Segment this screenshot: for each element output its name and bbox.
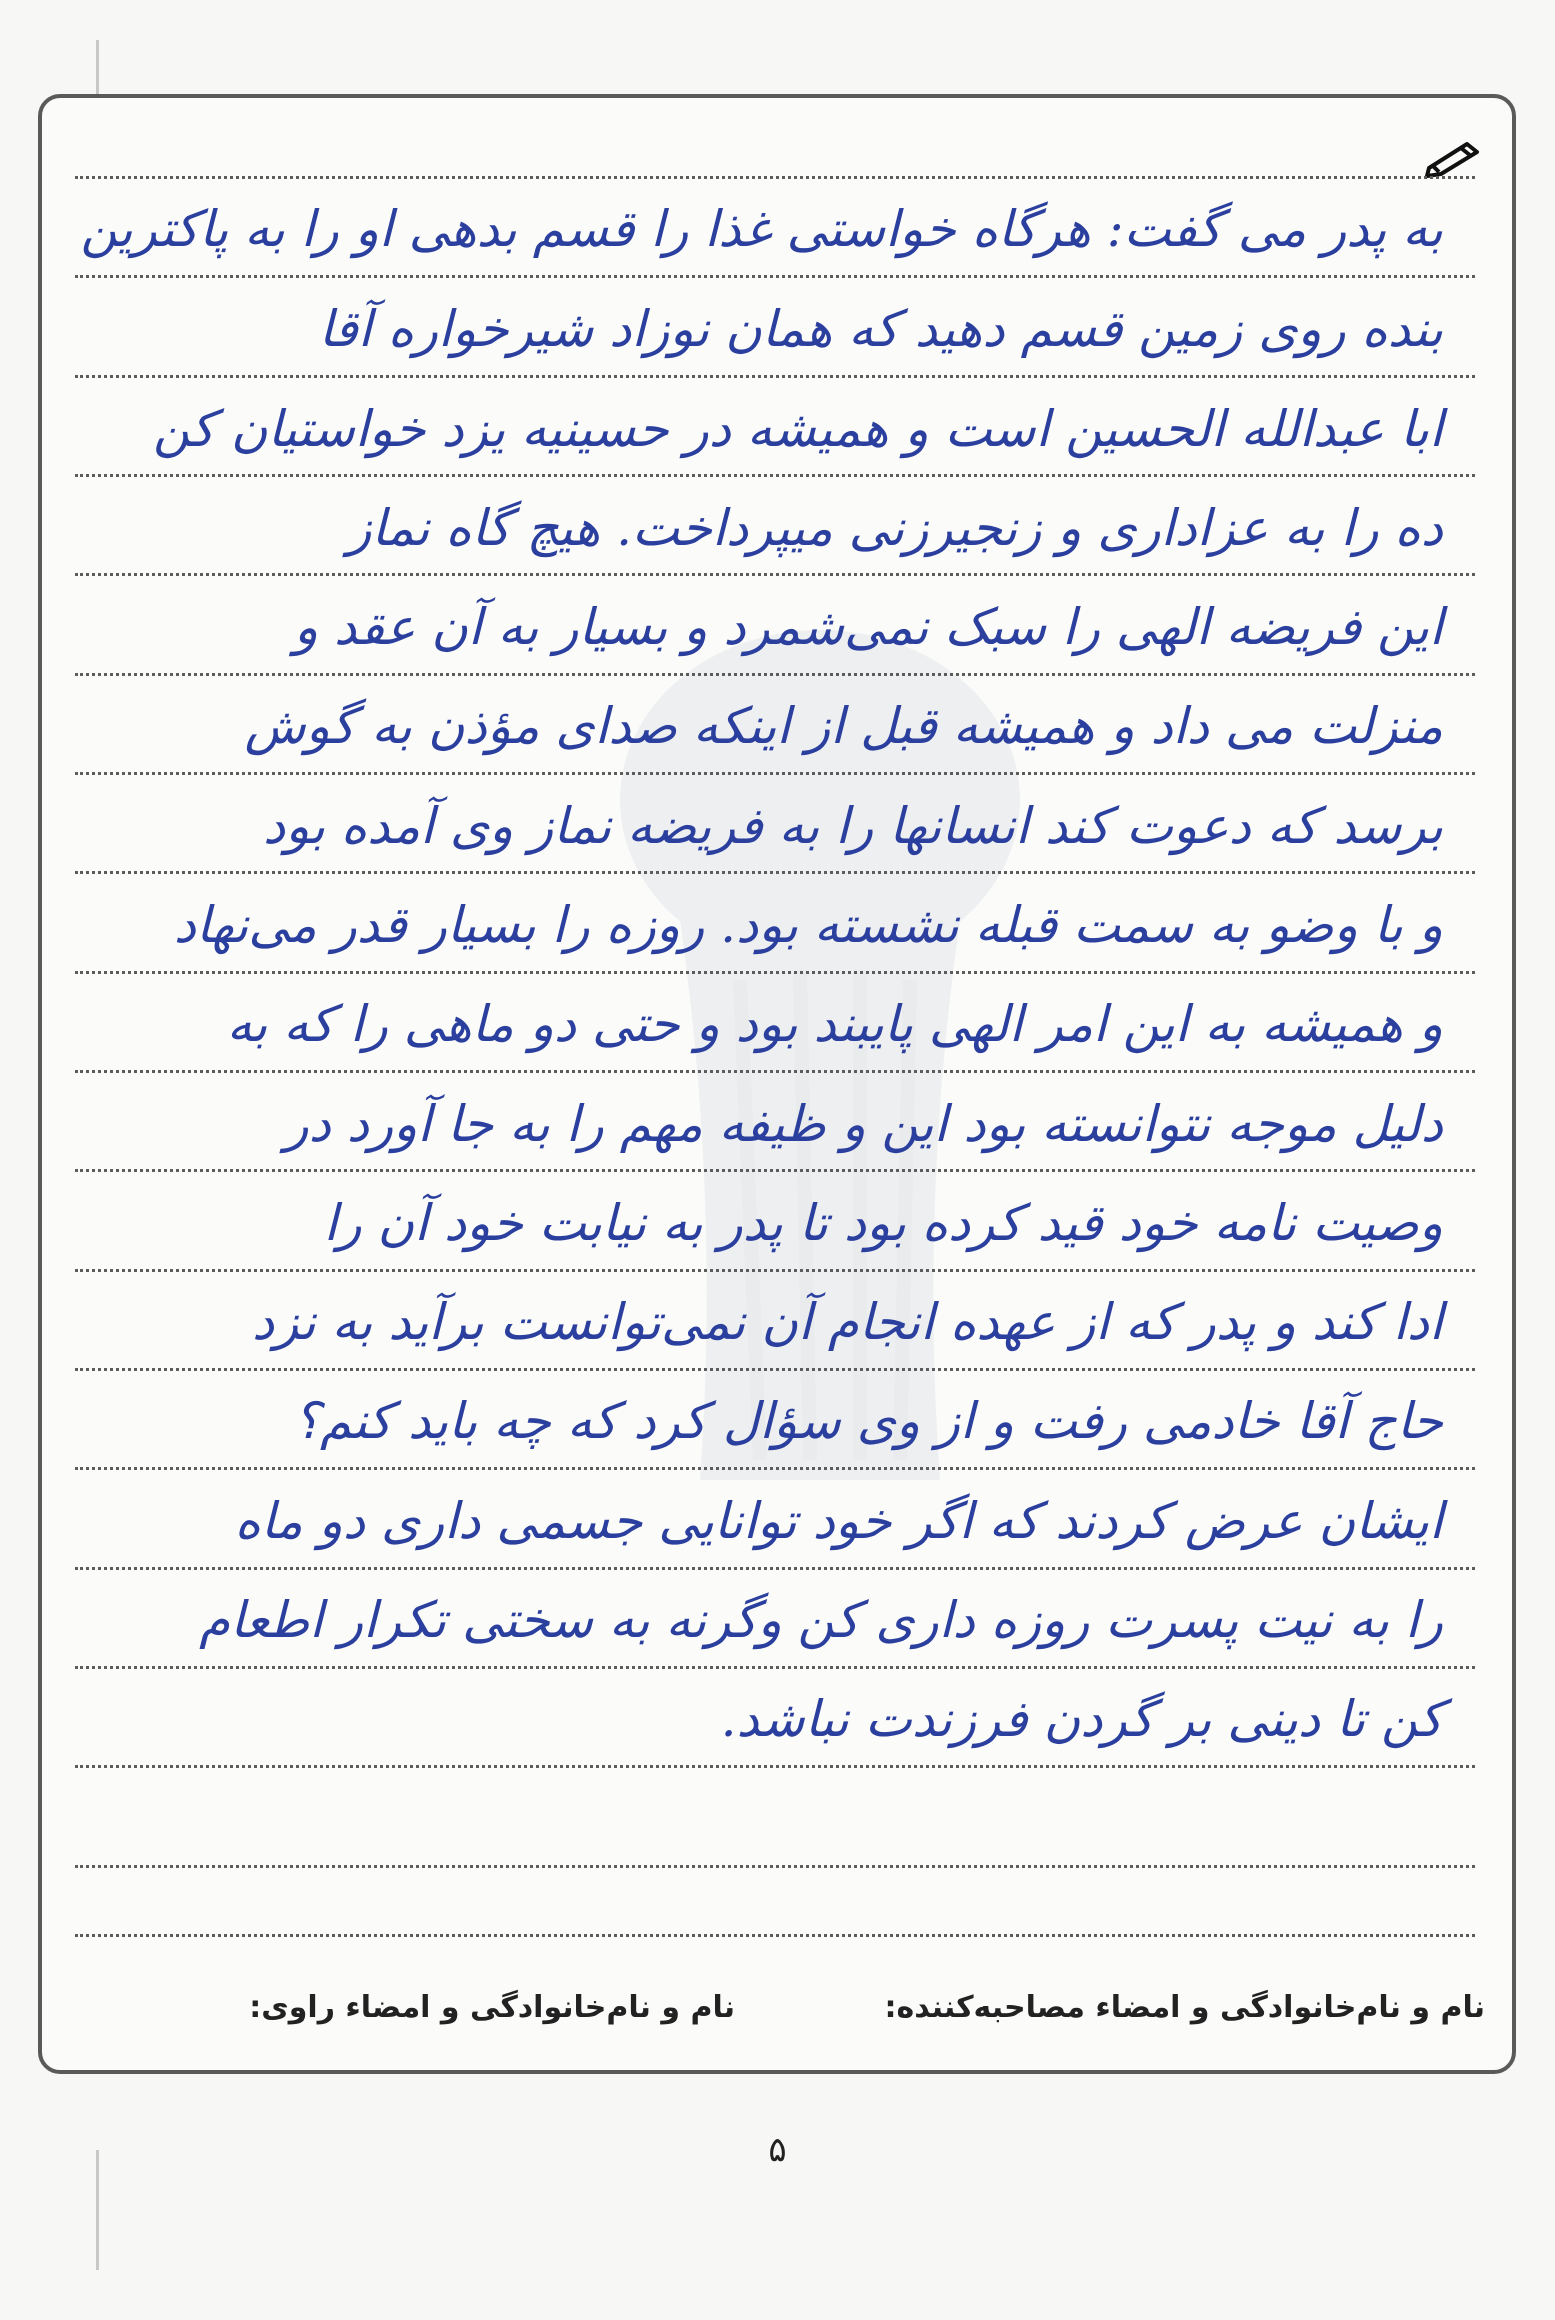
- rule-line: [75, 275, 1475, 278]
- handwritten-line: دلیل موجه نتوانسته بود این و ظیفه مهم را به جا آورد در: [284, 1095, 1443, 1153]
- rule-line: [75, 871, 1475, 874]
- rule-line: [75, 1368, 1475, 1371]
- handwritten-line: کن تا دینی بر گردن فرزندت نباشد.: [720, 1690, 1443, 1748]
- handwritten-line: ابا عبدالله الحسین است و همیشه در حسینیه یزد خواستیان کن: [153, 400, 1443, 458]
- pen-writing-icon: [1423, 138, 1485, 178]
- handwritten-line: بنده روی زمین قسم دهید که همان نوزاد شیرخواره آقا: [318, 300, 1443, 358]
- handwritten-line: منزلت می داد و همیشه قبل از اینکه صدای مؤذن به گوش: [244, 697, 1443, 755]
- rule-line: [75, 1269, 1475, 1272]
- rule-line: [75, 1169, 1475, 1172]
- rule-line: [75, 1467, 1475, 1470]
- rule-line: [75, 1934, 1475, 1937]
- rule-line: [75, 176, 1475, 179]
- handwritten-line: وصیت نامه خود قید کرده بود تا پدر به نیابت خود آن را: [323, 1194, 1443, 1252]
- rule-line: [75, 1865, 1475, 1868]
- handwritten-line: به پدر می گفت: هرگاه خواستی غذا را قسم بدهی او را به پاکترین: [80, 200, 1443, 258]
- rule-line: [75, 1070, 1475, 1073]
- interviewer-signature-label: نام و نام‌خانوادگی و امضاء مصاحبه‌کننده:: [884, 1990, 1485, 2025]
- handwritten-line: را به نیت پسرت روزه داری کن وگرنه به سختی تکرار اطعام: [199, 1591, 1443, 1649]
- handwritten-line: برسد که دعوت کند انسانها را به فریضه نماز وی آمده بود: [262, 797, 1443, 855]
- handwritten-line: و همیشه به این امر الهی پایبند بود و حتی دو ماهی را که به: [226, 995, 1443, 1053]
- rule-line: [75, 971, 1475, 974]
- handwritten-line: ادا کند و پدر که از عهده انجام آن نمی‌توانست برآید به نزد: [251, 1293, 1443, 1351]
- narrator-signature-label: نام و نام‌خانوادگی و امضاء راوی:: [249, 1990, 735, 2025]
- handwritten-line: و با وضو به سمت قبله نشسته بود. روزه را بسیار قدر می‌نهاد: [173, 896, 1443, 954]
- rule-line: [75, 1567, 1475, 1570]
- rule-line: [75, 1765, 1475, 1768]
- rule-line: [75, 474, 1475, 477]
- handwritten-line: این فریضه الهی را سبک نمی‌شمرد و بسیار به آن عقد و: [293, 598, 1443, 656]
- rule-line: [75, 673, 1475, 676]
- handwritten-line: ده را به عزاداری و زنجیرزنی میپرداخت. هیچ گاه نماز: [347, 499, 1443, 557]
- handwritten-line: حاج آقا خادمی رفت و از وی سؤال کرد که چه باید کنم؟: [293, 1392, 1443, 1450]
- scan-mark: [96, 40, 99, 100]
- handwritten-line: ایشان عرض کردند که اگر خود توانایی جسمی داری دو ماه: [234, 1492, 1443, 1550]
- rule-line: [75, 573, 1475, 576]
- rule-line: [75, 772, 1475, 775]
- rule-line: [75, 375, 1475, 378]
- page-number: ۵: [768, 2130, 787, 2170]
- rule-line: [75, 1666, 1475, 1669]
